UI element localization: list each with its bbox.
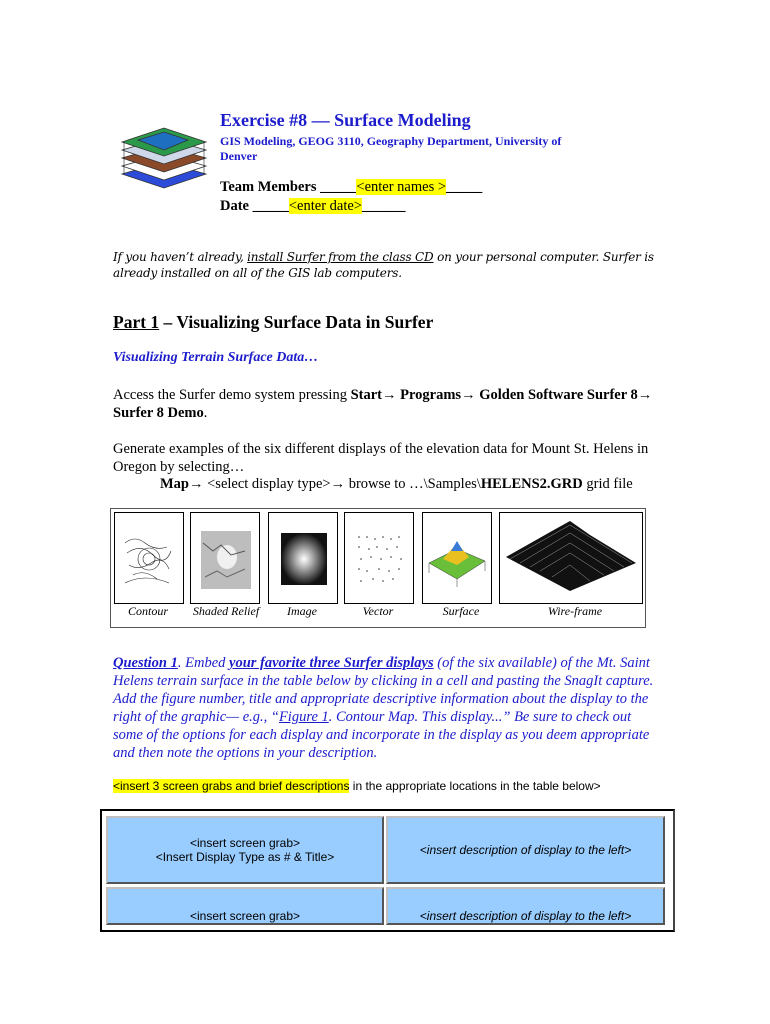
image-thumbnail [268, 512, 338, 604]
arrow-icon: → [382, 387, 401, 403]
description-cell[interactable]: <insert description of display to the left> [386, 816, 665, 884]
map-step: Map [160, 476, 189, 492]
exercise-title: Exercise #8 — Surface Modeling [220, 110, 471, 130]
surfer-demo-step: Surfer 8 Demo [113, 405, 204, 421]
team-members-line-pre: _____ [320, 179, 357, 195]
part1-label: Part 1 [113, 312, 160, 332]
question-text: . Contour Map. This display...” Be sure to check out some of the options for each display and incorporate in the display as you deem appropriate and then note the options in your description. [113, 709, 650, 761]
intro-paragraph [113, 249, 673, 281]
access-instructions [113, 386, 663, 422]
map-path [160, 476, 633, 493]
figure-caption: Vector [362, 604, 394, 618]
arrow-icon: → [461, 387, 480, 403]
date-line-post: ______ [361, 198, 406, 214]
intro-text: If you haven’t already, [113, 250, 248, 264]
question-1 [113, 654, 658, 762]
screen-grab-cell[interactable] [106, 816, 384, 884]
arrow-icon: → [330, 476, 346, 492]
figure-caption: Shaded Relief [192, 604, 260, 618]
grid-file-suffix: grid file [582, 476, 633, 492]
question-text: . Embed [177, 655, 230, 671]
screen-grab-cell[interactable] [106, 887, 384, 925]
figure-caption: Image [287, 604, 317, 618]
question-text: (of the six available) of the Mt. Saint Helens terrain surface in the table below by clicking in a cell and pasting the SnagIt capture. Add the figure number, title and appropriate descriptive information about the display to the right of the graphic— e.g., “ [113, 655, 654, 725]
grid-file-name: HELENS2.GRD [480, 476, 583, 492]
access-end: . [203, 405, 208, 421]
generate-instructions: Generate examples of the six different displays of the elevation data for Mount St. Helens in Oregon by selecting… [113, 441, 649, 475]
select-display-type: <select display type> [203, 476, 331, 492]
date-label: Date [220, 198, 249, 214]
question-1-label: Question 1 [113, 655, 178, 671]
cell-placeholder: <insert screen grab> [189, 836, 301, 850]
figure-caption: Contour [127, 604, 168, 618]
intro-text-end: on your personal computer. Surfer is already installed on all of the GIS lab computers. [113, 250, 654, 280]
access-text: Access the Surfer demo system pressing [113, 387, 351, 403]
golden-software-step: Golden Software Surfer 8 [479, 387, 638, 403]
team-members-label: Team Members [220, 179, 317, 195]
programs-step: Programs [400, 387, 462, 403]
shaded-relief-thumbnail [190, 512, 260, 604]
arrow-icon: → [189, 476, 204, 492]
instruction-highlight: <insert 3 screen grabs and brief descriptions [113, 779, 350, 793]
wire-frame-thumbnail [499, 512, 643, 604]
part1-title: – Visualizing Surface Data in Surfer [159, 312, 434, 332]
course-info: GIS Modeling, GEOG 3110, Geography Department, University of Denver [220, 134, 562, 163]
section-subheading: Visualizing Terrain Surface Data… [113, 350, 319, 365]
instruction-rest: in the appropriate locations in the table below> [349, 779, 601, 793]
vector-thumbnail [344, 512, 414, 604]
gis-layers-logo [118, 122, 210, 192]
contour-thumbnail [114, 512, 184, 604]
question-emphasis: your favorite three Surfer displays [229, 655, 434, 671]
date-field[interactable]: <enter date> [288, 198, 362, 214]
table-instruction [113, 779, 601, 793]
team-members-line-post: _____ [446, 179, 483, 195]
description-cell[interactable]: <insert description of display to the left> [386, 887, 665, 925]
date-line-pre: _____ [252, 198, 289, 214]
install-surfer-link[interactable]: install Surfer from the class CD [247, 250, 434, 264]
surface-thumbnail [422, 512, 492, 604]
figure-1-link[interactable]: Figure 1 [278, 709, 329, 725]
arrow-icon: → [637, 387, 653, 403]
browse-path: browse to …\Samples\ [345, 476, 481, 492]
team-members-field[interactable]: <enter names > [356, 179, 447, 195]
cell-placeholder: <insert screen grab> [189, 909, 301, 923]
start-step: Start [350, 387, 383, 403]
part1-heading [113, 312, 433, 333]
figure-caption: Surface [442, 604, 480, 618]
figure-caption: Wire-frame [547, 604, 603, 618]
team-block [220, 178, 482, 216]
cell-placeholder: <Insert Display Type as # & Title> [155, 850, 335, 864]
